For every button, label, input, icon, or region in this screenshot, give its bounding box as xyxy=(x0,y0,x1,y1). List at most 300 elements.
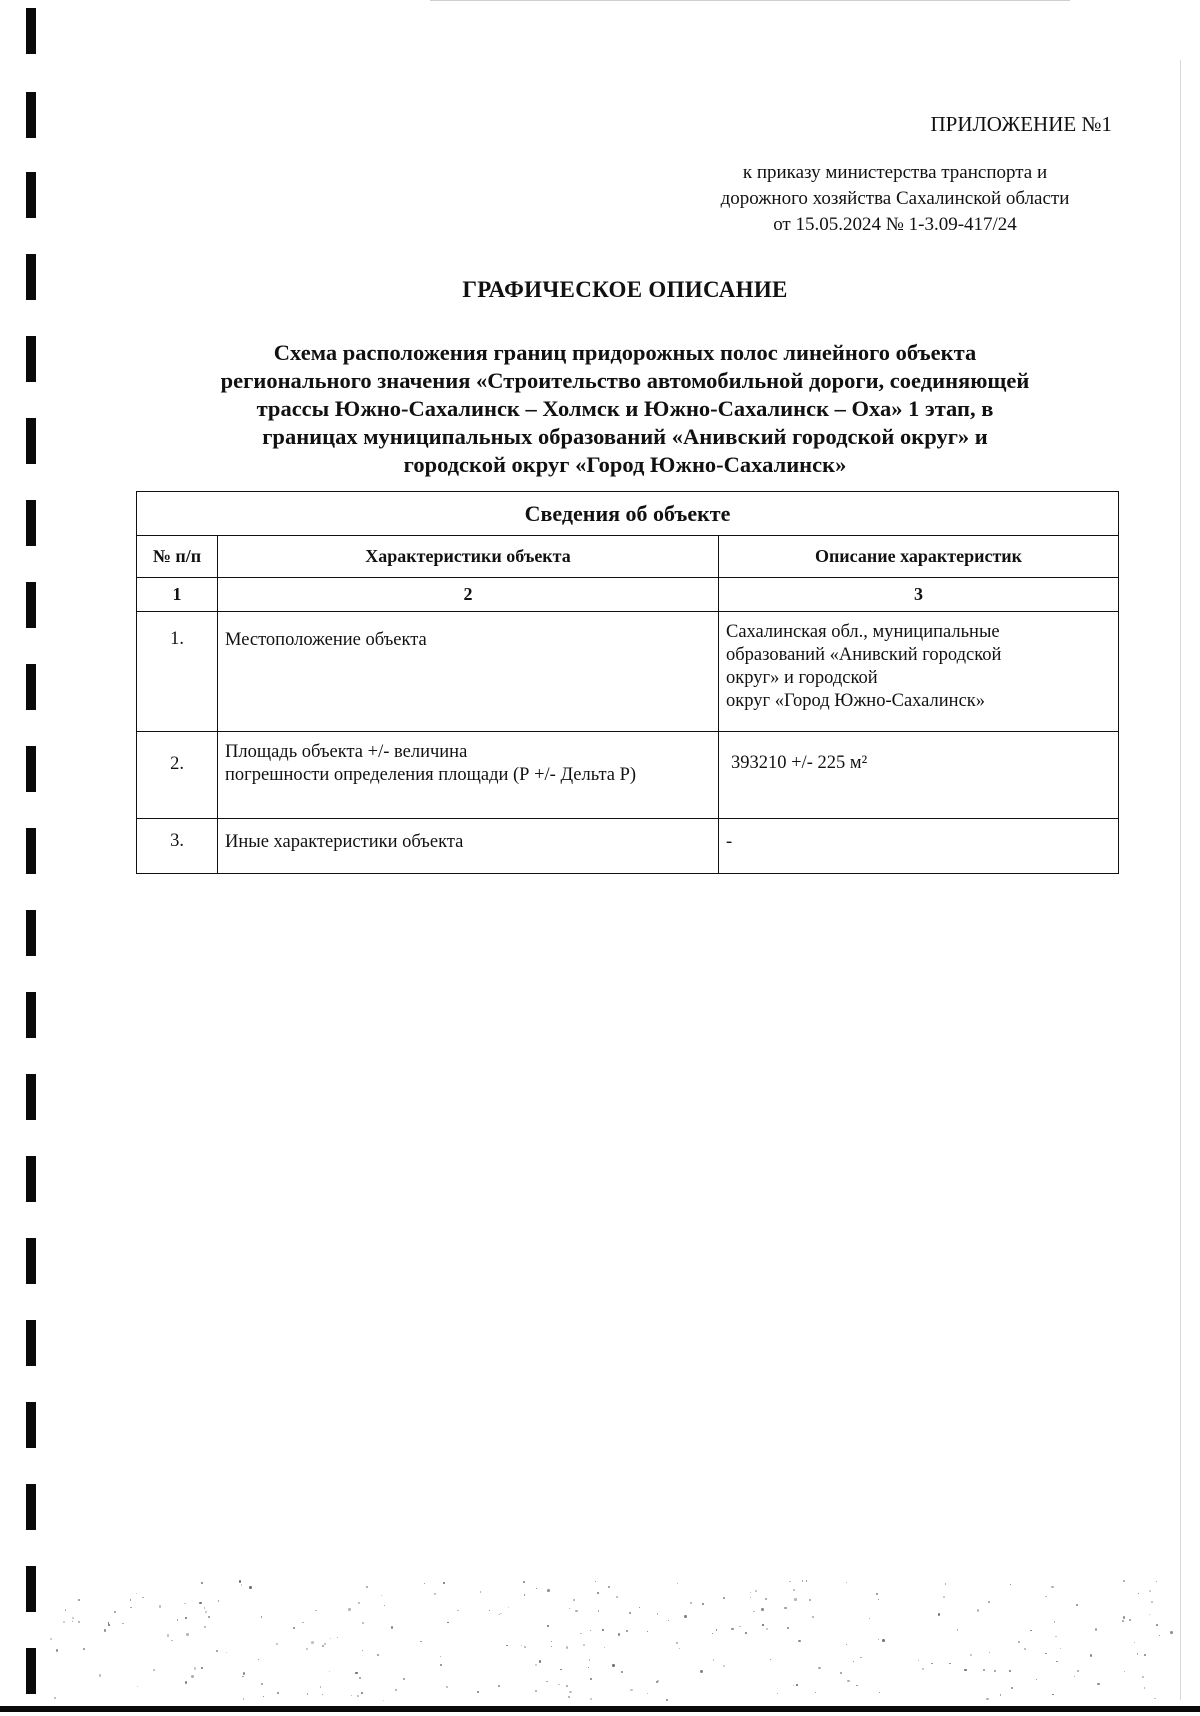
scan-speck xyxy=(457,1610,458,1611)
appendix-header xyxy=(931,112,1112,137)
scan-speck xyxy=(616,1596,618,1598)
scan-speck xyxy=(383,1700,384,1701)
scan-speck xyxy=(964,1669,966,1671)
scan-speck xyxy=(362,1622,364,1624)
scan-speck xyxy=(989,1652,990,1653)
scan-speck xyxy=(1122,1620,1124,1622)
scan-speck xyxy=(440,1664,442,1666)
scan-speck xyxy=(666,1699,668,1701)
scan-speck xyxy=(322,1645,324,1647)
scan-speck xyxy=(241,1584,242,1585)
scan-mark xyxy=(26,336,36,382)
scan-speck xyxy=(377,1654,379,1656)
document-title: ГРАФИЧЕСКОЕ ОПИСАНИЕ xyxy=(462,277,788,302)
scan-speck xyxy=(1149,1590,1151,1592)
scan-speck xyxy=(626,1630,628,1632)
scan-speck xyxy=(243,1672,245,1674)
scan-speck xyxy=(1045,1653,1046,1654)
scan-speck xyxy=(177,1619,178,1620)
scan-speck xyxy=(263,1696,264,1697)
scan-speck xyxy=(1010,1584,1011,1585)
cell-line: 393210 +/- 225 м² xyxy=(731,753,868,773)
header-number: № п/п xyxy=(137,536,218,578)
scan-speck xyxy=(647,1631,648,1632)
scan-mark xyxy=(26,418,36,464)
scan-mark xyxy=(26,1648,36,1694)
scan-speck xyxy=(755,1590,757,1592)
scan-speck xyxy=(153,1669,155,1671)
appendix-label: ПРИЛОЖЕНИЕ №1 xyxy=(930,112,1112,136)
scan-speck xyxy=(750,1592,751,1593)
scan-speck xyxy=(922,1668,924,1670)
scan-speck xyxy=(1097,1683,1099,1685)
scan-speck xyxy=(1123,1616,1125,1618)
scan-speck xyxy=(315,1610,317,1612)
subtitle-line: Схема расположения границ придорожных полос линейного объекта xyxy=(273,340,977,365)
scan-speck xyxy=(324,1643,326,1645)
scan-speck xyxy=(988,1601,990,1603)
scan-speck xyxy=(293,1627,295,1629)
scan-speck xyxy=(1156,1624,1158,1626)
scan-speck xyxy=(201,1582,203,1584)
scan-speck xyxy=(809,1599,811,1601)
scan-speck xyxy=(690,1602,692,1604)
scan-speck xyxy=(63,1621,65,1623)
scan-speck xyxy=(54,1697,56,1699)
scan-speck xyxy=(618,1633,620,1635)
scan-speck xyxy=(536,1588,537,1589)
order-line: от 15.05.2024 № 1-3.09-417/24 xyxy=(773,214,1017,235)
scan-speck xyxy=(793,1589,795,1591)
scan-mark xyxy=(26,1566,36,1612)
row-characteristic xyxy=(218,819,719,874)
scan-speck xyxy=(159,1605,161,1607)
scan-mark xyxy=(26,1074,36,1120)
column-number-cell: 1 xyxy=(137,578,218,612)
scan-speck xyxy=(108,1624,110,1626)
scan-speck xyxy=(535,1664,537,1666)
scan-speck xyxy=(99,1674,102,1677)
scan-speck xyxy=(185,1617,187,1619)
scan-speck xyxy=(731,1628,733,1630)
scan-speck xyxy=(1134,1642,1135,1643)
scan-speck xyxy=(931,1663,932,1664)
scan-speck xyxy=(104,1629,106,1631)
scan-speck xyxy=(943,1596,944,1597)
scan-speck xyxy=(777,1693,778,1694)
scan-speck xyxy=(194,1667,196,1669)
scan-speck xyxy=(1149,1614,1150,1615)
scan-speck xyxy=(569,1691,571,1693)
scan-speck xyxy=(72,1621,73,1622)
scan-speck xyxy=(366,1586,368,1588)
scan-speck xyxy=(918,1660,920,1662)
cell-line: погрешности определения площади (Р +/- Дельта Р) xyxy=(225,765,637,785)
scan-speck xyxy=(590,1698,592,1700)
scan-speck xyxy=(184,1603,186,1605)
scan-speck xyxy=(1018,1641,1020,1643)
scan-speck xyxy=(440,1656,441,1657)
scan-mark xyxy=(26,1402,36,1448)
scan-speck xyxy=(977,1609,980,1612)
scan-mark xyxy=(26,1238,36,1284)
scan-speck xyxy=(621,1671,623,1673)
header-characteristic: Характеристики объекта xyxy=(218,536,719,578)
scan-mark xyxy=(26,1320,36,1366)
subtitle-line: городской округ «Город Южно-Сахалинск» xyxy=(403,452,847,477)
object-info-table xyxy=(136,491,1119,874)
scan-speck xyxy=(171,1640,173,1642)
subtitle-line: трассы Южно-Сахалинск – Холмск и Южно-Сахалинск – Оха» 1 этап, в xyxy=(256,396,994,421)
scan-speck xyxy=(130,1607,131,1608)
scan-speck xyxy=(136,1593,137,1594)
scan-mark xyxy=(26,992,36,1038)
row-description xyxy=(719,612,1119,732)
scan-speck xyxy=(1142,1676,1144,1678)
scan-speck xyxy=(446,1686,448,1688)
scan-speck xyxy=(395,1689,397,1691)
scan-speck xyxy=(583,1644,585,1646)
scan-speck xyxy=(524,1594,526,1596)
scan-speck xyxy=(361,1692,363,1694)
scan-mark xyxy=(26,500,36,546)
scan-speck xyxy=(1045,1596,1046,1597)
scan-speck xyxy=(970,1654,972,1656)
scan-speck xyxy=(65,1609,66,1610)
scan-speck xyxy=(938,1613,940,1615)
scan-speck xyxy=(575,1610,577,1612)
scan-speck xyxy=(794,1598,796,1600)
scan-speck xyxy=(602,1629,604,1631)
scan-speck xyxy=(208,1616,210,1618)
scan-speck xyxy=(589,1659,591,1661)
scan-speck xyxy=(1076,1604,1078,1606)
scan-speck xyxy=(186,1633,189,1636)
scan-speck xyxy=(1077,1670,1078,1671)
scan-speck xyxy=(1024,1648,1025,1649)
scan-speck xyxy=(218,1600,219,1601)
scan-speck xyxy=(1054,1621,1055,1622)
scan-speck xyxy=(381,1595,382,1596)
scan-speck xyxy=(391,1626,393,1628)
scan-speck xyxy=(739,1626,740,1627)
scan-speck xyxy=(447,1622,448,1623)
scan-speck xyxy=(498,1685,500,1687)
scan-speck xyxy=(560,1669,562,1671)
scan-speck xyxy=(1123,1580,1125,1582)
scan-speck xyxy=(629,1612,631,1614)
scan-speck xyxy=(1170,1631,1173,1634)
scan-speck xyxy=(199,1602,201,1604)
scan-speck xyxy=(595,1581,596,1582)
table-row xyxy=(137,732,1119,819)
scan-speck xyxy=(750,1597,751,1598)
scan-mark xyxy=(26,910,36,956)
scan-speck xyxy=(167,1634,169,1636)
scan-speck xyxy=(957,1629,958,1630)
scan-speck xyxy=(523,1581,525,1583)
scan-speck xyxy=(1055,1636,1057,1638)
scan-speck xyxy=(796,1684,797,1685)
scan-speck xyxy=(306,1648,308,1650)
scan-speck xyxy=(986,1698,988,1700)
scan-speck xyxy=(761,1608,763,1610)
scan-speck xyxy=(489,1610,490,1611)
scan-speck xyxy=(249,1586,252,1589)
scan-speck xyxy=(1036,1679,1038,1681)
scan-speck xyxy=(1056,1661,1058,1663)
scan-mark xyxy=(26,92,36,138)
scan-speck xyxy=(723,1665,725,1667)
scan-speck xyxy=(302,1622,303,1623)
scan-speck xyxy=(612,1664,614,1666)
scan-speck xyxy=(551,1646,552,1647)
scan-speck xyxy=(205,1611,207,1613)
scan-speck xyxy=(745,1632,747,1634)
scan-mark xyxy=(26,8,36,54)
scan-speck xyxy=(243,1698,245,1700)
scan-speck xyxy=(860,1657,861,1658)
scan-speck xyxy=(882,1639,885,1642)
scan-speck xyxy=(521,1645,522,1646)
scan-speck xyxy=(716,1629,717,1630)
scan-speck xyxy=(604,1647,605,1648)
scan-speck xyxy=(566,1685,568,1687)
scan-speck xyxy=(1144,1687,1145,1688)
scan-speck xyxy=(130,1599,131,1600)
scan-speck xyxy=(869,1618,870,1619)
cell-line: Сахалинская обл., муниципальные xyxy=(726,622,1000,642)
scan-speck xyxy=(403,1678,405,1680)
scan-speck xyxy=(83,1648,85,1650)
cell-line: Иные характеристики объекта xyxy=(225,832,464,852)
header-description: Описание характеристик xyxy=(719,536,1119,578)
scan-speck xyxy=(547,1589,550,1592)
column-number-cell: 2 xyxy=(218,578,719,612)
scan-speck xyxy=(712,1633,713,1634)
scan-speck xyxy=(679,1648,680,1649)
scan-speck xyxy=(384,1605,385,1606)
scan-speck xyxy=(547,1625,549,1627)
scan-speck xyxy=(443,1582,444,1583)
scan-speck xyxy=(573,1599,575,1601)
row-description xyxy=(719,732,1119,819)
scan-speck xyxy=(1151,1601,1152,1602)
scan-speck xyxy=(277,1692,279,1694)
scan-speck xyxy=(784,1607,787,1610)
scan-speck xyxy=(108,1622,110,1624)
scan-speck xyxy=(329,1671,330,1672)
scan-speck xyxy=(359,1677,361,1679)
scan-speck xyxy=(879,1692,880,1693)
scan-speck xyxy=(787,1627,789,1629)
cell-line: округ» и городской xyxy=(726,668,878,688)
scan-speck xyxy=(320,1686,322,1688)
scan-speck xyxy=(322,1694,323,1695)
scan-speck xyxy=(337,1637,338,1638)
scan-speck xyxy=(806,1580,807,1581)
scan-speck xyxy=(357,1695,359,1697)
scan-mark xyxy=(26,1156,36,1202)
table-row xyxy=(137,819,1119,874)
scan-speck xyxy=(142,1597,143,1598)
scan-speck xyxy=(700,1670,702,1672)
scan-speck xyxy=(818,1667,820,1669)
scan-speck xyxy=(590,1630,591,1631)
scan-speck xyxy=(608,1586,609,1587)
scan-speck xyxy=(261,1616,262,1617)
cell-line: Площадь объекта +/- величина xyxy=(225,742,468,762)
scan-speck xyxy=(590,1678,592,1680)
row-description xyxy=(719,819,1119,874)
scan-mark xyxy=(26,172,36,218)
scan-speck xyxy=(597,1592,599,1594)
scan-speck xyxy=(477,1691,479,1693)
scan-speck xyxy=(348,1608,350,1610)
scan-speck xyxy=(840,1672,842,1674)
scan-speck xyxy=(588,1667,589,1668)
scan-speck xyxy=(1030,1630,1032,1632)
row-number: 2. xyxy=(137,732,218,819)
scan-speck xyxy=(261,1683,263,1685)
scan-mark xyxy=(26,1484,36,1530)
order-reference xyxy=(670,160,1120,238)
row-number: 1. xyxy=(137,612,218,732)
scan-speck xyxy=(204,1626,206,1628)
scan-speck xyxy=(239,1580,241,1582)
scan-speck xyxy=(580,1633,582,1635)
scan-speck xyxy=(114,1611,116,1613)
scan-speck xyxy=(558,1684,560,1686)
scan-speck xyxy=(434,1593,436,1595)
scan-speck xyxy=(876,1593,878,1595)
scan-speck xyxy=(500,1613,502,1615)
scan-speck xyxy=(191,1675,193,1677)
scan-speck xyxy=(276,1643,278,1645)
scan-speck xyxy=(242,1676,244,1678)
scan-speck xyxy=(330,1638,331,1639)
column-number-cell: 3 xyxy=(719,578,1119,612)
cell-line: образований «Анивский городской xyxy=(726,645,1002,665)
scan-speck xyxy=(713,1659,715,1661)
scan-speck xyxy=(878,1599,879,1600)
scan-speck xyxy=(1124,1671,1125,1672)
scan-speck xyxy=(506,1645,508,1647)
scan-speck xyxy=(647,1693,648,1694)
cell-line: - xyxy=(726,832,733,852)
scan-speck xyxy=(815,1692,816,1693)
scan-speck xyxy=(311,1641,314,1644)
scan-speck xyxy=(853,1661,854,1662)
scan-speck xyxy=(1074,1676,1075,1677)
document-subtitle xyxy=(130,339,1120,479)
scan-speck xyxy=(949,1663,950,1664)
table-row xyxy=(137,612,1119,732)
scan-speck xyxy=(802,1580,804,1582)
cell-line: округ «Город Южно-Сахалинск» xyxy=(726,691,986,711)
scan-speck xyxy=(762,1624,763,1625)
scan-speck xyxy=(656,1681,657,1682)
scan-speck xyxy=(723,1597,725,1599)
scan-speck xyxy=(798,1640,800,1642)
scan-speck xyxy=(307,1693,309,1695)
scan-speck xyxy=(78,1621,80,1623)
scan-speck xyxy=(766,1628,768,1630)
scan-speck xyxy=(1138,1593,1140,1595)
scan-speck xyxy=(216,1650,218,1652)
scan-speck xyxy=(546,1681,548,1683)
scan-speck xyxy=(1000,1694,1002,1696)
scan-speck xyxy=(1154,1698,1155,1699)
scan-speck xyxy=(358,1602,360,1604)
scan-speck xyxy=(362,1650,363,1651)
cell-line: Местоположение объекта xyxy=(225,630,427,650)
scan-speck xyxy=(1129,1619,1131,1621)
scan-speck xyxy=(1144,1654,1146,1656)
scan-speck xyxy=(524,1646,526,1648)
scan-speck xyxy=(539,1660,542,1663)
scan-speck xyxy=(878,1639,879,1640)
scan-speck xyxy=(945,1583,947,1585)
scan-speck xyxy=(677,1583,679,1585)
scan-mark xyxy=(26,582,36,628)
scan-speck xyxy=(50,1638,52,1640)
scan-speck xyxy=(668,1620,669,1621)
scan-speck xyxy=(765,1598,767,1600)
scan-speck xyxy=(56,1649,58,1651)
scan-speck xyxy=(983,1669,985,1671)
scan-speck xyxy=(702,1603,704,1605)
scan-speck xyxy=(1159,1635,1160,1636)
scan-speck xyxy=(1090,1654,1092,1656)
scan-right-edge xyxy=(1180,60,1181,1700)
scan-speck xyxy=(630,1689,633,1692)
scan-speck xyxy=(846,1644,847,1645)
scan-speck xyxy=(1060,1648,1061,1649)
scan-speck xyxy=(499,1614,500,1615)
scan-speck xyxy=(1052,1694,1054,1696)
scan-speck xyxy=(424,1583,425,1584)
scan-top-line xyxy=(430,0,1070,1)
scan-speck xyxy=(1137,1653,1139,1655)
scan-speck xyxy=(789,1581,790,1582)
scan-speck xyxy=(598,1610,600,1612)
scan-speck xyxy=(812,1616,814,1618)
scan-speck xyxy=(351,1695,352,1696)
scan-speck xyxy=(568,1696,570,1698)
row-characteristic xyxy=(218,612,719,732)
scan-speck xyxy=(72,1617,74,1619)
scan-speck xyxy=(355,1672,357,1674)
scan-speck xyxy=(508,1607,510,1609)
scan-speck xyxy=(639,1607,640,1608)
scan-speck xyxy=(258,1659,259,1660)
scan-speck xyxy=(1156,1581,1157,1582)
scan-speck xyxy=(684,1615,686,1617)
scan-speck xyxy=(657,1613,659,1615)
scan-speck xyxy=(551,1641,552,1642)
row-characteristic xyxy=(218,732,719,819)
scan-speck xyxy=(201,1667,203,1669)
scan-speck xyxy=(856,1685,858,1687)
scan-speck xyxy=(420,1641,421,1642)
scan-speck xyxy=(770,1659,771,1660)
order-line: дорожного хозяйства Сахалинской области xyxy=(720,188,1070,209)
scan-bottom-bar xyxy=(0,1706,1200,1712)
table-caption: Сведения об объекте xyxy=(137,492,1119,536)
order-line: к приказу министерства транспорта и xyxy=(742,162,1048,183)
scan-mark xyxy=(26,746,36,792)
